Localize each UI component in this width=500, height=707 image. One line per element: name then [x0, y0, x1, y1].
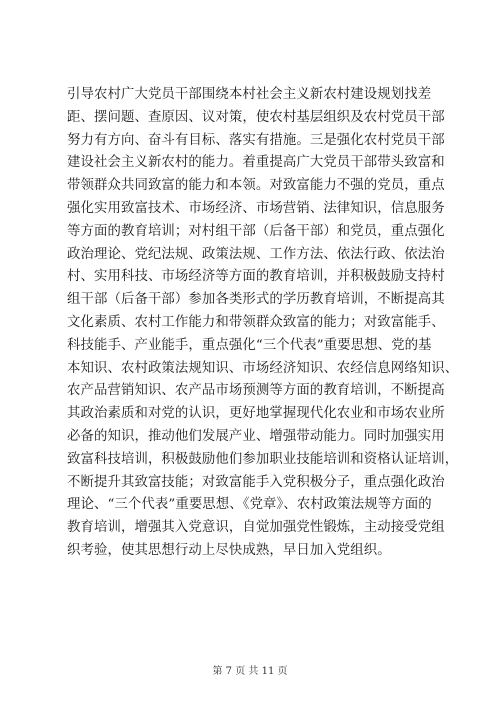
- text-line: 必备的知识，推动他们发展产业、增强带动能力。同时加强实用: [67, 428, 445, 444]
- text-line: 建设社会主义新农村的能力。着重提高广大党员干部带头致富和: [67, 155, 445, 171]
- text-line: 致富科技培训，积极鼓励他们参加职业技能培训和资格认证培训，: [67, 451, 459, 467]
- text-line: 其政治素质和对党的认识，更好地掌握现代化农业和市场农业所: [67, 406, 445, 422]
- text-line: 政治理论、党纪法规、政策法规、工作方法、依法行政、依法治: [67, 246, 445, 262]
- body-paragraph: [67, 84, 459, 563]
- text-line: 带领群众共同致富的能力和本领。对致富能力不强的党员，重点: [67, 178, 445, 194]
- text-line: 文化素质、农村工作能力和带领群众致富的能力；对致富能手、: [67, 314, 445, 330]
- text-line: 村、实用科技、市场经济等方面的教育培训，并积极鼓励支持村: [67, 269, 445, 285]
- text-line: 科技能手、产业能手，重点强化“三个代表”重要思想、党的基: [67, 337, 432, 353]
- text-line: 强化实用致富技术、市场经济、市场营销、法律知识，信息服务: [67, 200, 445, 216]
- text-line: 努力有方向、奋斗有目标、落实有措施。三是强化农村党员干部: [67, 132, 445, 148]
- page-number-footer: 第 7 页 共 11 页: [212, 666, 288, 677]
- text-line: 教育培训，增强其入党意识，自觉加强党性锻炼，主动接受党组: [67, 520, 445, 536]
- text-line: 等方面的教育培训；对村组干部（后备干部）和党员，重点强化: [67, 223, 445, 239]
- text-line: 理论、“三个代表”重要思想、《党章》、农村政策法规等方面的: [67, 497, 432, 513]
- text-line: 不断提升其致富技能；对致富能手入党积极分子，重点强化政治: [67, 474, 445, 490]
- text-line: 引导农村广大党员干部围绕本村社会主义新农村建设规划找差: [67, 87, 432, 102]
- text-line: 本知识、农村政策法规知识、市场经济知识、农经信息网络知识、: [67, 360, 459, 376]
- text-line: 织考验，使其思想行动上尽快成熟，早日加入党组织。: [67, 542, 391, 558]
- text-line: 组干部（后备干部）参加各类形式的学历教育培训，不断提高其: [67, 292, 445, 308]
- text-line: 距、摆问题、查原因、议对策，使农村基层组织及农村党员干部: [67, 109, 445, 125]
- text-line: 农产品营销知识、农产品市场预测等方面的教育培训，不断提高: [67, 383, 445, 399]
